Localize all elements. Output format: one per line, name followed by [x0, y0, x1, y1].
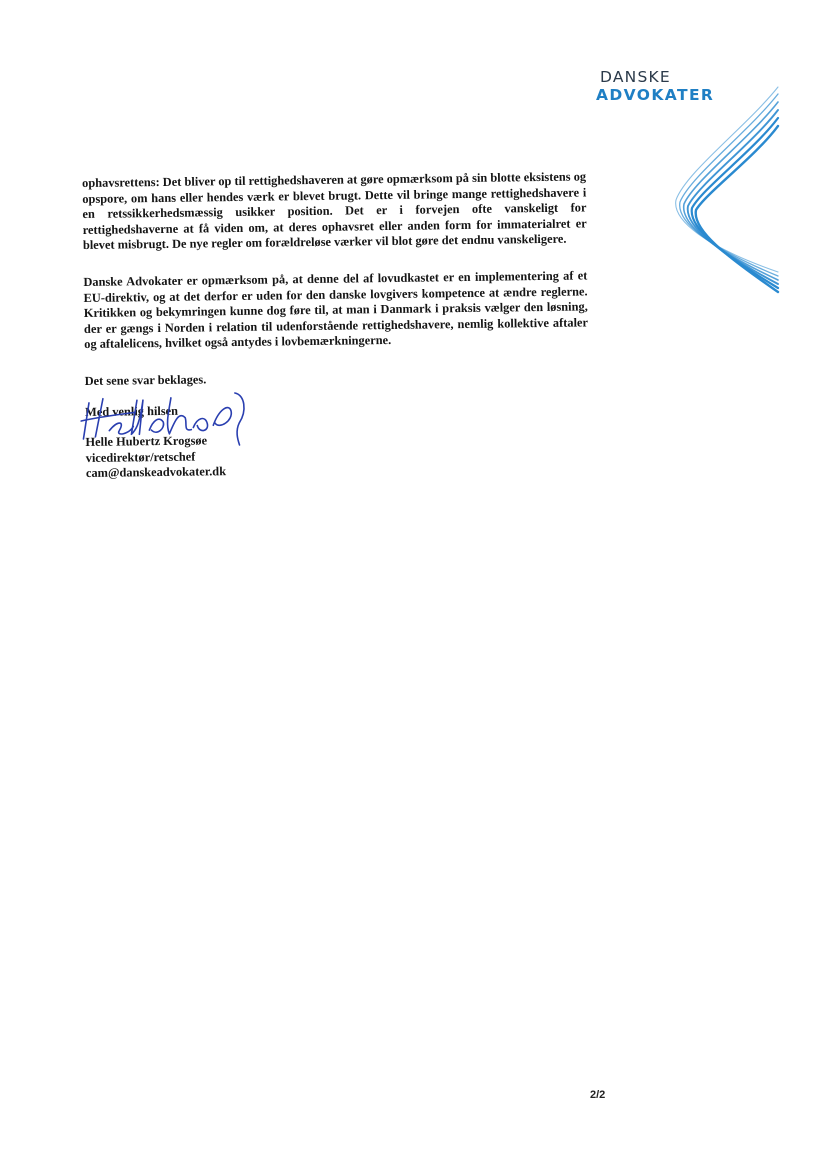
signer-email: cam@danskeadvokater.dk [85, 464, 227, 481]
closing-greeting: Med venlig hilsen [84, 403, 179, 419]
paragraph-1: ophavsrettens: Det bliver op til rettighedshaveren at gøre opmærksom på sin blotte eksistens og opspore, om hans eller hendes værk er blevet brugt. Dette vil bringe mange rettighedshavere i en retssikkerhedsmæssig usikker position. Det er i forvejen ofte vanskeligt for rettighedshaverne at få viden om, at deres ophavsret eller anden form for immaterialret er blevet misbrugt. De nye regler om forældreløse værker vil blot gøre det endnu vanskeligere. [82, 169, 587, 253]
paragraph-3: Det sene svar beklages. [84, 372, 207, 388]
logo-text-danske: DANSKE [600, 68, 671, 86]
letter-body [82, 169, 590, 481]
signer-name: Helle Hubertz Krogsøe [85, 433, 208, 450]
logo-text-advokater: ADVOKATER [596, 86, 715, 104]
signature-block [85, 398, 590, 482]
logo-swoosh-graphic [666, 82, 782, 296]
paragraph-2: Danske Advokater er opmærksom på, at denne del af lovudkastet er en implementering af et EU-direktiv, og at det derfor er uden for den danske lovgivers kompetence at ændre reglerne. Kritikken og bekymringen kunne dog føre til, at man i Danmark i praksis vælger den løsning, der er gængs i Norden i relation til udenforstående rettighedshavere, nemlig kollektive aftaler og aftalelicens, hvilket også antydes i lovbemærkningerne. [83, 268, 589, 352]
signer-title: vicedirektør/retschef [85, 449, 196, 465]
danske-advokater-logo [596, 66, 786, 296]
page-number: 2/2 [590, 1089, 606, 1101]
